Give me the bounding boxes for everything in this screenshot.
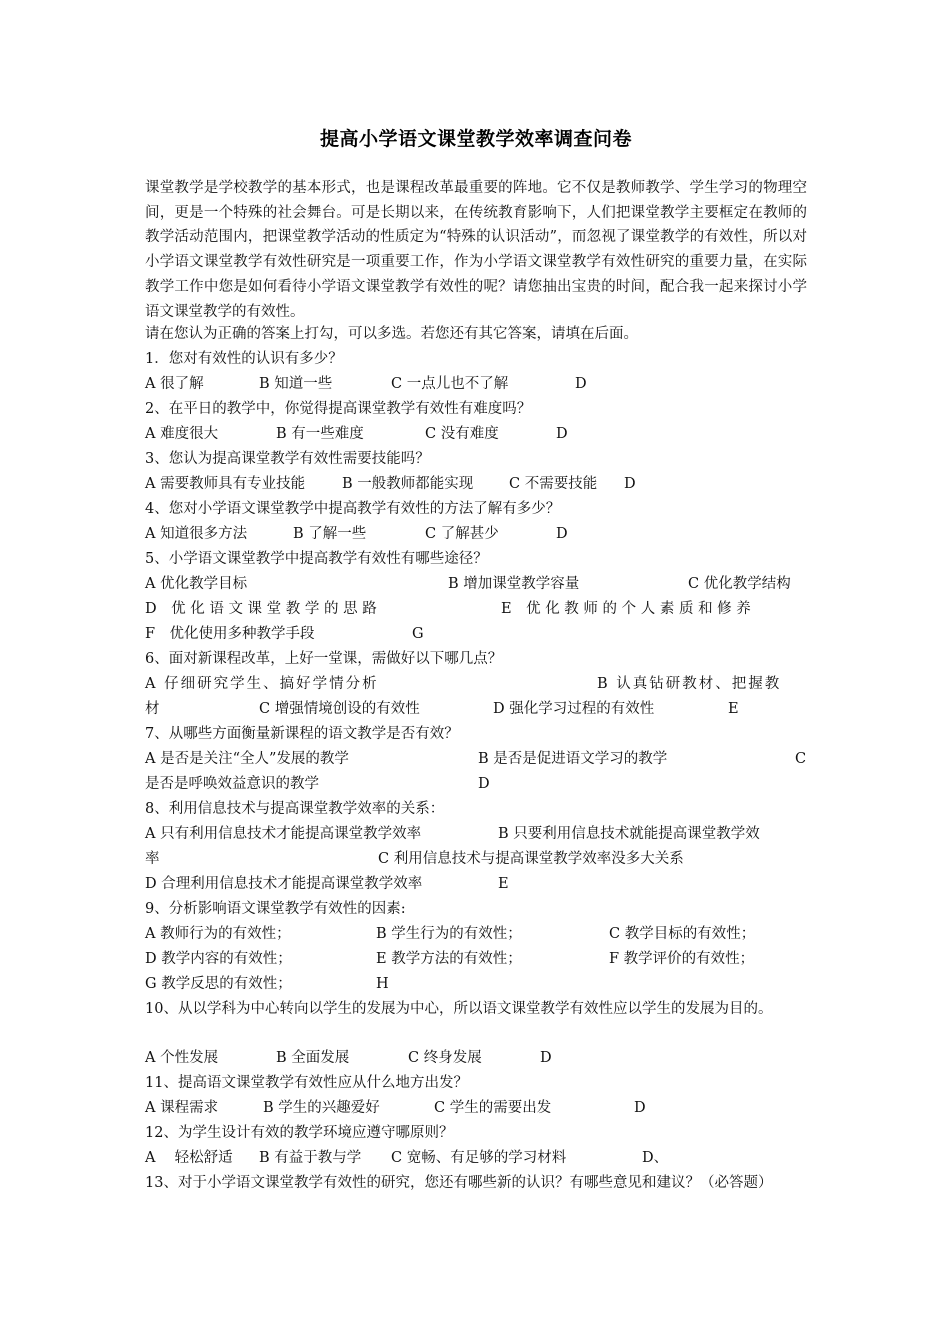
option-c[interactable]: C — [795, 751, 807, 767]
option-d[interactable]: D — [540, 1050, 552, 1066]
question-3-options — [145, 472, 807, 497]
option-d[interactable]: D — [634, 1100, 646, 1116]
option-b[interactable]: B 知道一些 — [259, 376, 333, 392]
option-b[interactable]: B 了解一些 — [293, 526, 367, 542]
option-e[interactable]: E 教学方法的有效性； — [376, 951, 522, 967]
option-a[interactable]: A 课程需求 — [145, 1100, 219, 1116]
option-b-continued: 率 — [145, 851, 160, 867]
option-b[interactable]: B 只要利用信息技术就能提高课堂教学效 — [498, 826, 760, 842]
option-d[interactable]: D — [478, 776, 490, 792]
option-a[interactable]: A 很了解 — [145, 376, 204, 392]
instruction-line: 请在您认为正确的答案上打勾，可以多选。若您还有其它答案，请填在后面。 — [145, 326, 638, 342]
option-b[interactable]: B 全面发展 — [276, 1050, 350, 1066]
option-a[interactable]: A 优化教学目标 — [145, 576, 248, 592]
option-d[interactable]: D — [575, 376, 587, 392]
option-c-continued: 是否是呼唤效益意识的教学 — [145, 776, 319, 792]
option-c[interactable]: C 了解甚少 — [425, 526, 499, 542]
question-5-options-row1 — [145, 572, 807, 597]
question-1: 1．您对有效性的认识有多少？ — [145, 351, 343, 367]
option-g[interactable]: G 教学反思的有效性； — [145, 976, 292, 992]
question-5-options-row2 — [145, 597, 807, 622]
question-9-options-row1 — [145, 922, 807, 947]
option-a[interactable]: A 仔细研究学生、搞好学情分析 — [145, 676, 379, 692]
option-a[interactable]: A 只有利用信息技术才能提高课堂教学效率 — [145, 826, 422, 842]
option-e[interactable]: E — [498, 876, 509, 892]
option-d[interactable]: D — [624, 476, 636, 492]
question-5-options-row3 — [145, 622, 807, 647]
question-10: 10、从以学科为中心转向以学生的发展为中心，所以语文课堂教学有效性应以学生的发展为目的。 — [145, 1001, 773, 1017]
option-b[interactable]: B 是否是促进语文学习的教学 — [478, 751, 668, 767]
question-3: 3、您认为提高课堂教学有效性需要技能吗？ — [145, 451, 430, 467]
option-d[interactable]: D、 — [642, 1150, 669, 1166]
question-7: 7、从哪些方面衡量新课程的语文教学是否有效？ — [145, 726, 459, 742]
question-8-options-row1 — [145, 822, 807, 847]
question-12: 12、为学生设计有效的教学环境应遵守哪原则？ — [145, 1125, 454, 1141]
question-2: 2、在平日的教学中，你觉得提高课堂教学有效性有难度吗？ — [145, 401, 532, 417]
option-g[interactable]: G — [412, 626, 424, 642]
question-2-options — [145, 422, 807, 447]
option-d[interactable]: D — [556, 526, 568, 542]
option-d[interactable]: D 教学内容的有效性； — [145, 951, 292, 967]
option-d[interactable]: D 强化学习过程的有效性 — [493, 701, 655, 717]
option-c[interactable]: C 增强情境创设的有效性 — [259, 701, 420, 717]
option-d[interactable]: D — [556, 426, 568, 442]
option-b[interactable]: B 认真钻研教材、把握教 — [597, 676, 782, 692]
question-5: 5、小学语文课堂教学中提高教学有效性有哪些途径？ — [145, 551, 488, 567]
option-a[interactable]: A 需要教师具有专业技能 — [145, 476, 306, 492]
question-4: 4、您对小学语文课堂教学中提高教学有效性的方法了解有多少？ — [145, 501, 561, 517]
question-13: 13、对于小学语文课堂教学有效性的研究，您还有哪些新的认识？有哪些意见和建议？（必答题） — [145, 1175, 773, 1191]
question-6-options-row2 — [145, 697, 807, 722]
option-f[interactable]: F 教学评价的有效性； — [609, 951, 755, 967]
question-4-options — [145, 522, 807, 547]
option-b[interactable]: B 有益于教与学 — [259, 1150, 362, 1166]
option-b-continued: 材 — [145, 701, 160, 717]
page-title: 提高小学语文课堂教学效率调查问卷 — [319, 128, 632, 150]
option-b[interactable]: B 增加课堂教学容量 — [448, 576, 580, 592]
question-8-options-row2 — [145, 847, 807, 872]
option-e[interactable]: E — [728, 701, 739, 717]
option-c[interactable]: C 利用信息技术与提高课堂教学效率没多大关系 — [378, 851, 684, 867]
question-10-options — [145, 1046, 807, 1071]
question-1-options — [145, 372, 807, 397]
question-6: 6、面对新课程改革，上好一堂课，需做好以下哪几点？ — [145, 651, 503, 667]
question-11-options — [145, 1096, 807, 1121]
option-h[interactable]: H — [376, 976, 389, 992]
question-8: 8、利用信息技术与提高课堂教学效率的关系： — [145, 801, 445, 817]
option-e[interactable]: E 优 化 教 师 的 个 人 素 质 和 修 养 — [501, 601, 751, 617]
option-a[interactable]: A 轻松舒适 — [145, 1150, 233, 1166]
question-11: 11、提高语文课堂教学有效性应从什么地方出发？ — [145, 1075, 468, 1091]
option-c[interactable]: C 优化教学结构 — [688, 576, 791, 592]
option-a[interactable]: A 难度很大 — [145, 426, 219, 442]
option-a[interactable]: A 知道很多方法 — [145, 526, 248, 542]
option-c[interactable]: C 教学目标的有效性； — [609, 926, 756, 942]
option-a[interactable]: A 个性发展 — [145, 1050, 219, 1066]
question-7-options-row2 — [145, 772, 807, 797]
question-9: 9、分析影响语文课堂教学有效性的因素: — [145, 901, 406, 917]
option-c[interactable]: C 没有难度 — [425, 426, 499, 442]
question-9-options-row2 — [145, 947, 807, 972]
question-12-options — [145, 1146, 807, 1171]
option-b[interactable]: B 一般教师都能实现 — [342, 476, 474, 492]
question-6-options-row1 — [145, 672, 807, 697]
option-c[interactable]: C 一点儿也不了解 — [391, 376, 509, 392]
option-b[interactable]: B 学生行为的有效性； — [376, 926, 522, 942]
option-d[interactable]: D 优 化 语 文 课 堂 教 学 的 思 路 — [145, 601, 377, 617]
option-d[interactable]: D 合理利用信息技术才能提高课堂教学效率 — [145, 876, 423, 892]
option-b[interactable]: B 学生的兴趣爱好 — [263, 1100, 380, 1116]
option-c[interactable]: C 不需要技能 — [509, 476, 598, 492]
option-c[interactable]: C 学生的需要出发 — [434, 1100, 552, 1116]
option-f[interactable]: F 优化使用多种教学手段 — [145, 626, 315, 642]
option-a[interactable]: A 是否是关注“全人”发展的教学 — [145, 751, 349, 767]
question-8-options-row3 — [145, 872, 807, 897]
question-9-options-row3 — [145, 972, 807, 997]
option-a[interactable]: A 教师行为的有效性； — [145, 926, 291, 942]
question-7-options-row1 — [145, 747, 807, 772]
option-b[interactable]: B 有一些难度 — [276, 426, 364, 442]
intro-paragraph: 课堂教学是学校教学的基本形式，也是课程改革最重要的阵地。它不仅是教师教学、学生学习的物理空间，更是一个特殊的社会舞台。可是长期以来，在传统教育影响下，人们把课堂教学主要框定在教师的教学活动范围内，把课堂教学活动的性质定为“特殊的认识活动”，而忽视了课堂教学的有效性，所以对小学语文课堂教学有效性研究是一项重要工作，作为小学语文课堂教学有效性研究的重要力量，在实际教学工作中您是如何看待小学语文课堂教学有效性的呢？请您抽出宝贵的时间，配合我一起来探讨小学语文课堂教学的有效性。 — [145, 180, 807, 320]
option-c[interactable]: C 终身发展 — [408, 1050, 482, 1066]
option-c[interactable]: C 宽畅、有足够的学习材料 — [391, 1150, 567, 1166]
